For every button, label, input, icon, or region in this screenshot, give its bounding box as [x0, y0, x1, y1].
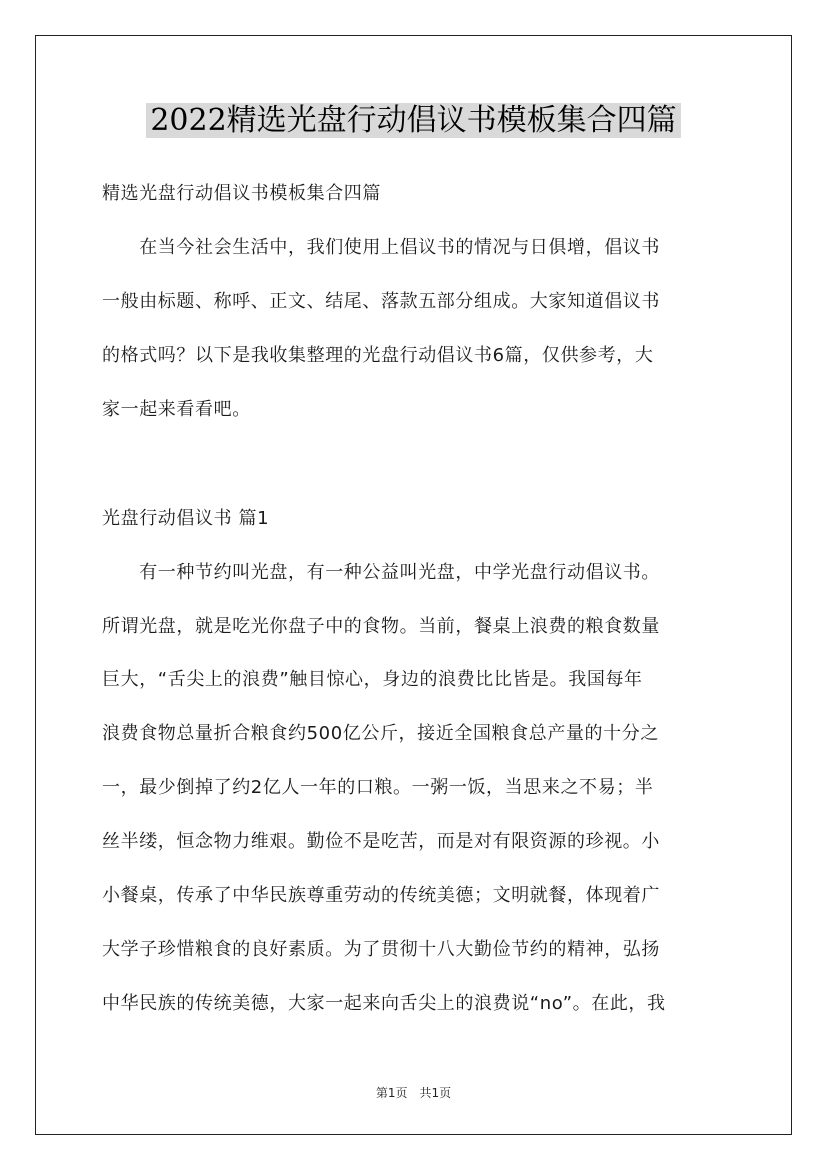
- document-title-wrap: [0, 99, 827, 143]
- body-line: 中华民族的传统美德，大家一起来向舌尖上的浪费说“no”。在此，我: [102, 993, 666, 1014]
- body-line: 大学子珍惜粮食的良好素质。为了贯彻十八大勤俭节约的精神，弘扬: [102, 939, 660, 960]
- section-heading: 光盘行动倡议书 篇1: [102, 508, 270, 529]
- intro-line: 一般由标题、称呼、正文、结尾、落款五部分组成。大家知道倡议书: [102, 291, 660, 312]
- subtitle: 精选光盘行动倡议书模板集合四篇: [102, 183, 381, 204]
- body-line: 丝半缕，恒念物力维艰。勤俭不是吃苦，而是对有限资源的珍视。小: [102, 831, 660, 852]
- body-line: 巨大，“舌尖上的浪费”触目惊心，身边的浪费比比皆是。我国每年: [102, 669, 643, 690]
- intro-line: 在当今社会生活中，我们使用上倡议书的情况与日俱增，倡议书: [102, 237, 660, 258]
- intro-line: 的格式吗？以下是我收集整理的光盘行动倡议书6篇，仅供参考，大: [102, 345, 654, 366]
- document-title: 2022精选光盘行动倡议书模板集合四篇: [146, 103, 680, 138]
- intro-line: 家一起来看看吧。: [102, 399, 251, 420]
- body-line: 有一种节约叫光盘，有一种公益叫光盘，中学光盘行动倡议书。: [102, 562, 660, 583]
- body-line: 小餐桌，传承了中华民族尊重劳动的传统美德；文明就餐，体现着广: [102, 885, 660, 906]
- body-line: 一，最少倒掉了约2亿人一年的口粮。一粥一饭，当思来之不易；半: [102, 777, 654, 798]
- body-line: 浪费食物总量折合粮食约500亿公斤，接近全国粮食总产量的十分之: [102, 723, 659, 744]
- page-footer: 第1页 共1页: [375, 1086, 452, 1100]
- body-line: 所谓光盘，就是吃光你盘子中的食物。当前，餐桌上浪费的粮食数量: [102, 616, 660, 637]
